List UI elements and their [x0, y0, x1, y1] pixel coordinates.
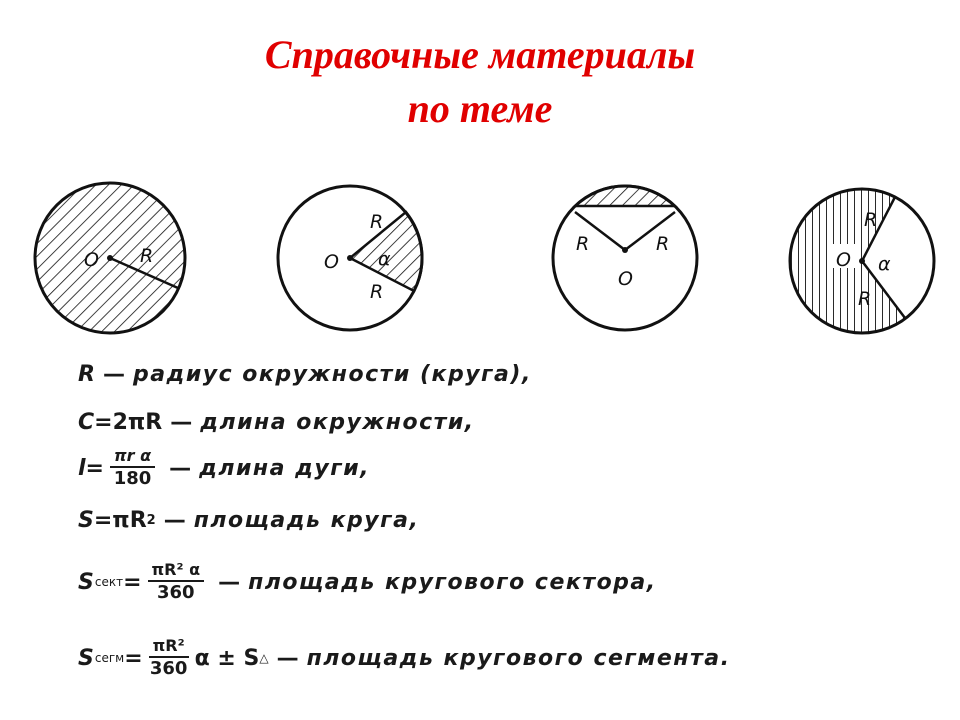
fraction: $\frac{\text{πr α}}{180}$ — [110, 446, 155, 490]
formula-segment-area: S сегм = $\frac{\text{πR²}}{360}$ α ± S △ — площадь кругового сегмента. — [78, 636, 731, 679]
circle-area-figure — [35, 183, 185, 333]
center-label: O — [618, 268, 633, 290]
center-label: O — [836, 249, 851, 271]
formula-arc-length: l = $\frac{\text{πr α}}{180}$ — длина дуги, — [78, 446, 370, 489]
radius-label: R — [656, 233, 670, 255]
circle-major-sector-figure — [790, 189, 934, 333]
radius-label: R — [576, 233, 590, 255]
radius-label: R — [864, 209, 878, 231]
angle-label: α — [378, 248, 391, 270]
radius-label: R — [858, 288, 872, 310]
formula-radius: R — радиус окружности (круга), — [78, 362, 532, 387]
radius-label: R — [370, 211, 384, 233]
circle-segment-figure — [553, 186, 697, 330]
fraction: $\frac{\text{πR² α}}{360}$ — [148, 560, 205, 604]
center-label: O — [324, 251, 339, 273]
angle-label: α — [878, 253, 891, 275]
radius-label: R — [370, 281, 384, 303]
formula-sector-area: S сект = $\frac{\text{πR² α}}{360}$ — площадь кругового сектора, — [78, 560, 657, 603]
formula-circle-area: S = πR 2 — площадь круга, — [78, 508, 420, 533]
center-label: O — [84, 249, 99, 271]
page-title: Справочные материалы — [264, 32, 696, 77]
fraction: $\frac{\text{πR²}}{360}$ — [149, 636, 188, 679]
circle-sector-figure — [278, 186, 422, 330]
radius-label: R — [140, 245, 154, 267]
formula-circumference: C = 2πR — длина окружности, — [78, 410, 475, 435]
triangle-symbol: △ — [259, 651, 269, 665]
page-subtitle: по теме — [407, 86, 553, 131]
